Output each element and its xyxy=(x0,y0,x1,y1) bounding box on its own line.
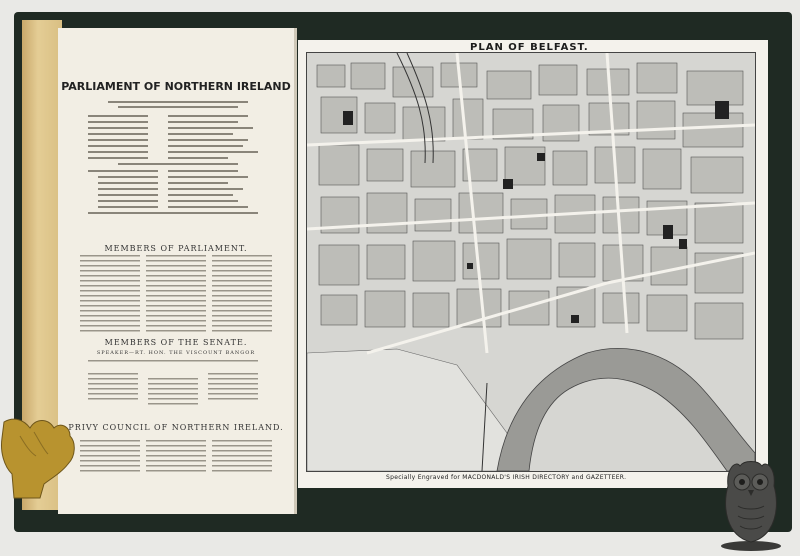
map-title: PLAN OF BELFAST. xyxy=(470,42,589,53)
members-of-senate-heading: MEMBERS OF THE SENATE. xyxy=(104,338,248,347)
belfast-map xyxy=(306,52,756,472)
members-of-parliament-heading: MEMBERS OF PARLIAMENT. xyxy=(104,244,248,253)
brass-hand-bookend xyxy=(0,412,78,502)
stone-owl-figurine xyxy=(718,456,784,552)
map-footer: Specially Engraved for MACDONALD'S IRISH DIRECTORY and GAZETTEER. xyxy=(386,474,627,481)
privy-council-heading: PRIVY COUNCIL OF NORTHERN IRELAND. xyxy=(68,423,284,432)
left-page-text-lines xyxy=(58,95,294,515)
senate-speaker-line: SPEAKER—RT. HON. THE VISCOUNT BANGOR xyxy=(96,350,256,356)
left-page-title: PARLIAMENT OF NORTHERN IRELAND xyxy=(61,80,291,93)
